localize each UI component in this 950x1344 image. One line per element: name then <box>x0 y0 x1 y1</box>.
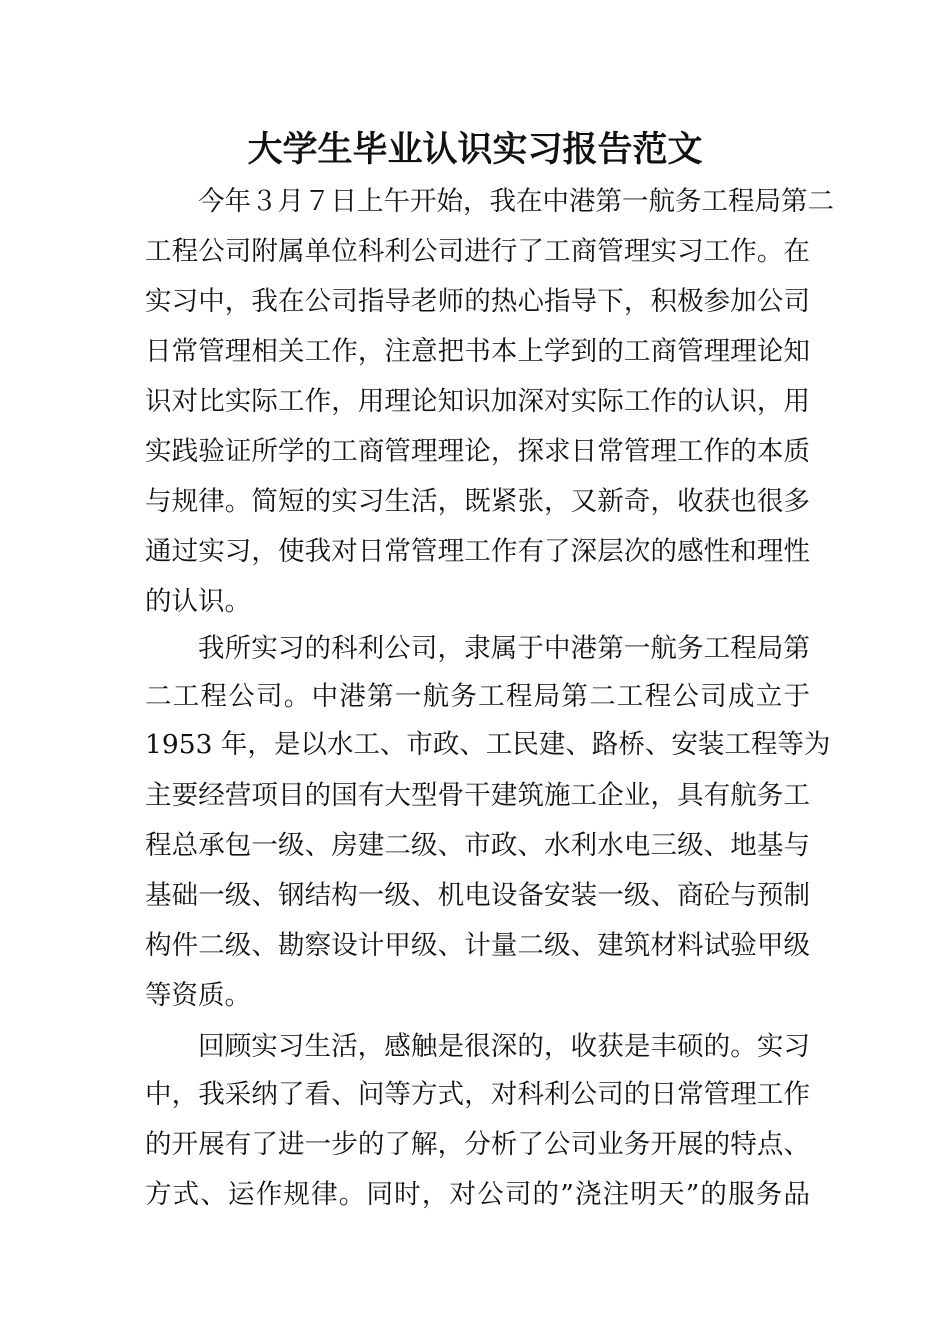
text-line: 构件二级、勘察设计甲级、计量二级、建筑材料试验甲级 <box>145 930 810 961</box>
text-line: 今年３月７日上午开始，我在中港第一航务工程局第二 <box>198 186 834 217</box>
text-line: 实习中，我在公司指导老师的热心指导下，积极参加公司 <box>145 286 810 317</box>
text-line: 识对比实际工作，用理论知识加深对实际工作的认识，用 <box>145 386 810 417</box>
text-line: 我所实习的科利公司，隶属于中港第一航务工程局第 <box>198 633 810 664</box>
text-line: 主要经营项目的国有大型骨干建筑施工企业，具有航务工 <box>145 780 810 811</box>
text-line: 等资质。 <box>145 980 251 1011</box>
text-line: 1953 年，是以水工、市政、工民建、路桥、安装工程等为 <box>145 729 831 760</box>
text-line: 回顾实习生活，感触是很深的，收获是丰硕的。实习 <box>198 1031 810 1062</box>
text-line: 二工程公司。中港第一航务工程局第二工程公司成立于 <box>145 681 810 712</box>
text-line: 通过实习，使我对日常管理工作有了深层次的感性和理性 <box>145 536 810 567</box>
text-line: 程总承包一级、房建二级、市政、水利水电三级、地基与 <box>145 830 810 861</box>
text-line: 方式、运作规律。同时，对公司的”浇注明天”的服务品 <box>145 1179 810 1210</box>
text-line: 基础一级、钢结构一级、机电设备安装一级、商砼与预制 <box>145 880 810 911</box>
text-line: 日常管理相关工作，注意把书本上学到的工商管理理论知 <box>145 336 810 367</box>
text-line: 的认识。 <box>145 586 251 617</box>
document-title: 大学生毕业认识实习报告范文 <box>247 130 703 170</box>
text-line: 工程公司附属单位科利公司进行了工商管理实习工作。在 <box>145 236 810 267</box>
text-line: 实践验证所学的工商管理理论，探求日常管理工作的本质 <box>145 436 810 467</box>
text-line: 与规律。简短的实习生活，既紧张，又新奇，收获也很多 <box>145 486 810 517</box>
text-line: 中，我采纳了看、问等方式，对科利公司的日常管理工作 <box>145 1079 810 1110</box>
text-line: 的开展有了进一步的了解，分析了公司业务开展的特点、 <box>145 1129 810 1160</box>
